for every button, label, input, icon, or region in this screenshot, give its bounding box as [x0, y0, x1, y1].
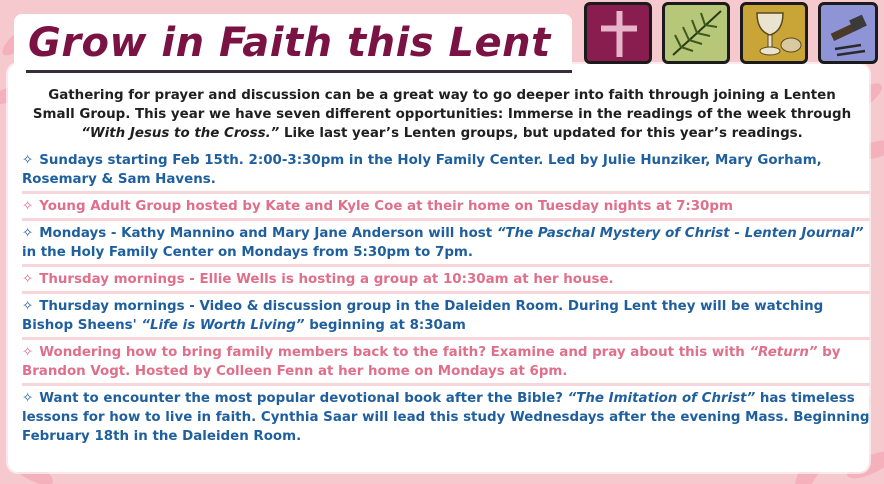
item-text: by Brandon Vogt. Hosted by Colleen Fenn at her home on Mondays at 6pm.: [22, 345, 841, 379]
title-underline: [26, 70, 572, 73]
group-list: [22, 150, 872, 446]
divider: [22, 383, 870, 386]
item-text: has timeless lessons for how to live in faith. Cynthia Saar will lead this study Wednesdays after the evening Mass. Beginning February 18th in the Daleiden Room.: [22, 391, 870, 444]
intro-line-2: Small Group. This year we have seven different opportunities: Immerse in the readings of the week through: [32, 107, 852, 122]
divider: [22, 337, 870, 340]
hammer-nails-icon: [818, 2, 878, 64]
item-title: “The Imitation of Christ”: [567, 391, 756, 406]
page-title: Grow in Faith this Lent: [28, 20, 551, 66]
intro-line-1: Gathering for prayer and discussion can be a great way to go deeper into faith through joining a Lenten: [48, 88, 836, 103]
intro-book-title: “With Jesus to the Cross.”: [81, 126, 280, 141]
intro-paragraph: [22, 86, 862, 143]
item-text: Young Adult Group hosted by Kate and Kyle Coe at their home on Tuesday nights at 7:30pm: [39, 199, 733, 214]
divider: [22, 291, 870, 294]
list-item: [22, 296, 872, 335]
item-text: Mondays - Kathy Mannino and Mary Jane Anderson will host: [39, 226, 497, 241]
list-item: [22, 269, 872, 289]
sparkle-icon: ✧: [22, 391, 34, 406]
sparkle-icon: ✧: [22, 153, 34, 168]
list-item: [22, 388, 872, 446]
item-text: Want to encounter the most popular devotional book after the Bible?: [39, 391, 568, 406]
item-text: Sundays starting Feb 15th. 2:00-3:30pm in the Holy Family Center. Led by Julie Hunziker, Mary Gorham, Rosemary & Sam Havens.: [22, 153, 822, 187]
sparkle-icon: ✧: [22, 345, 34, 360]
item-title: “Return”: [749, 345, 818, 360]
palm-branch-icon: [662, 2, 730, 64]
item-title: “Life is Worth Living”: [141, 318, 305, 333]
cross-icon: [584, 2, 652, 64]
list-item: [22, 150, 872, 189]
item-text: Thursday mornings - Ellie Wells is hosting a group at 10:30am at her house.: [39, 272, 614, 287]
item-text: Wondering how to bring family members back to the faith? Examine and pray about this with: [39, 345, 750, 360]
divider: [22, 191, 870, 194]
item-text: beginning at 8:30am: [304, 318, 466, 333]
sparkle-icon: ✧: [22, 299, 34, 314]
list-item: [22, 223, 872, 262]
item-title: “The Paschal Mystery of Christ - Lenten Journal”: [496, 226, 864, 241]
list-item: [22, 342, 872, 381]
chalice-bread-icon: [740, 2, 808, 64]
divider: [22, 218, 870, 221]
sparkle-icon: ✧: [22, 226, 34, 241]
divider: [22, 264, 870, 267]
sparkle-icon: ✧: [22, 272, 34, 287]
sparkle-icon: ✧: [22, 199, 34, 214]
item-text: Thursday mornings - Video & discussion group in the Daleiden Room. During Lent they will be watching Bishop Sheens': [22, 299, 824, 333]
item-text: in the Holy Family Center on Mondays from 5:30pm to 7pm.: [22, 245, 473, 260]
intro-line-3: Like last year’s Lenten groups, but updated for this year’s readings.: [279, 126, 803, 141]
list-item: [22, 196, 872, 216]
